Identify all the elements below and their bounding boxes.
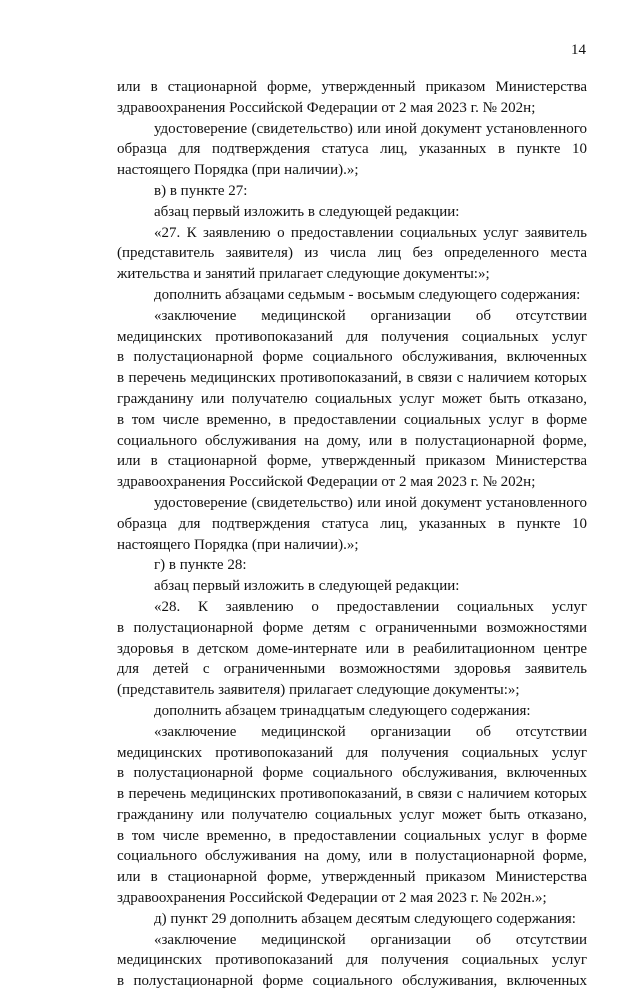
text-line: дополнить абзацем тринадцатым следующего содержания:	[154, 702, 531, 719]
text-line: «27. К заявлению о предоставлении социальных услуг заявитель	[154, 224, 587, 241]
text-line: (представитель заявителя) из числа лиц без определенного места	[117, 245, 587, 262]
text-line: медицинских противопоказаний для получения социальных услуг	[117, 952, 587, 969]
text-line: настоящего Порядка (при наличии).»;	[117, 536, 359, 553]
text-line: социального обслуживания на дому, или в полустационарной форме,	[117, 848, 587, 865]
text-line: в том числе временно, в предоставлении социальных услуг в форме	[117, 827, 587, 844]
text-line: абзац первый изложить в следующей редакции:	[154, 203, 460, 220]
text-line: «заключение медицинской организации об отсутствии	[154, 931, 587, 948]
page-number: 14	[571, 42, 586, 58]
text-line: г) в пункте 28:	[154, 557, 247, 574]
text-line: в полустационарной форме социального обслуживания, включенных	[117, 349, 587, 366]
text-line: социального обслуживания на дому, или в полустационарной форме,	[117, 432, 587, 449]
text-line: для детей с ограниченными возможностями здоровья заявитель	[117, 661, 587, 678]
text-line: образца для подтверждения статуса лиц, указанных в пункте 10	[117, 515, 587, 532]
text-line: медицинских противопоказаний для получения социальных услуг	[117, 744, 587, 761]
text-line: дополнить абзацами седьмым - восьмым следующего содержания:	[154, 286, 581, 303]
text-line: жительства и занятий прилагает следующие документы:»;	[117, 266, 490, 283]
text-line: удостоверение (свидетельство) или иной документ установленного	[154, 494, 587, 511]
text-line: удостоверение (свидетельство) или иной документ установленного	[154, 120, 587, 137]
text-line: здравоохранения Российской Федерации от 2 мая 2023 г. № 202н;	[117, 474, 536, 491]
text-line: или в стационарной форме, утвержденный приказом Министерства	[117, 869, 587, 886]
text-line: «28. К заявлению о предоставлении социальных услуг	[154, 598, 587, 615]
text-line: гражданину или получателю социальных услуг может быть отказано,	[117, 390, 587, 407]
text-line: (представитель заявителя) прилагает следующие документы:»;	[117, 682, 520, 699]
text-line: в перечень медицинских противопоказаний, в связи с наличием которых	[117, 786, 587, 803]
text-line: в полустационарной форме детям с ограниченными возможностями	[117, 619, 587, 636]
text-line: в полустационарной форме социального обслуживания, включенных	[117, 765, 587, 782]
text-line: образца для подтверждения статуса лиц, указанных в пункте 10	[117, 141, 587, 158]
text-line: настоящего Порядка (при наличии).»;	[117, 162, 359, 179]
text-line: в полустационарной форме социального обслуживания, включенных	[117, 973, 587, 990]
text-line: медицинских противопоказаний для получения социальных услуг	[117, 328, 587, 345]
text-line: здоровья в детском доме-интернате или в реабилитационном центре	[117, 640, 587, 657]
text-line: д) пункт 29 дополнить абзацем десятым следующего содержания:	[154, 910, 576, 927]
text-line: или в стационарной форме, утвержденный приказом Министерства	[117, 79, 587, 95]
text-line: «заключение медицинской организации об отсутствии	[154, 723, 587, 740]
text-line: абзац первый изложить в следующей редакции:	[154, 578, 460, 595]
document-body	[117, 77, 587, 992]
text-line: «заключение медицинской организации об отсутствии	[154, 307, 587, 324]
text-line: здравоохранения Российской Федерации от 2 мая 2023 г. № 202н;	[117, 99, 536, 116]
text-line: или в стационарной форме, утвержденный приказом Министерства	[117, 453, 587, 470]
text-line: гражданину или получателю социальных услуг может быть отказано,	[117, 806, 587, 823]
text-line: в том числе временно, в предоставлении социальных услуг в форме	[117, 411, 587, 428]
text-line: в перечень медицинских противопоказаний, в связи с наличием которых	[117, 370, 587, 387]
text-line: в) в пункте 27:	[154, 182, 248, 199]
text-line: здравоохранения Российской Федерации от 2 мая 2023 г. № 202н.»;	[117, 890, 547, 907]
